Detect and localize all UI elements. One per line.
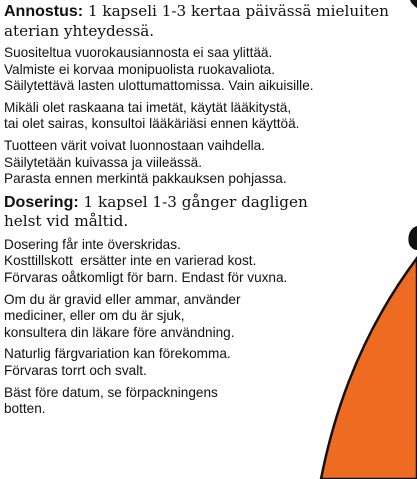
finnish-pregnancy-line: tai olet sairas, konsultoi lääkäriäsi ennen käyttöä. bbox=[4, 116, 300, 132]
swedish-best-before-note bbox=[4, 385, 416, 418]
finnish-dosage-text-1: 1 kapseli 1-3 kertaa päivässä mieluiten bbox=[87, 2, 389, 20]
swedish-pregnancy-line: mediciner, eller om du är sjuk, bbox=[4, 308, 185, 324]
finnish-warning-line: Suositeltua vuorokausiannosta ei saa ylittää. bbox=[4, 45, 273, 60]
finnish-storage-line: Parasta ennen merkintä pakkauksen pohjassa. bbox=[4, 171, 287, 187]
finnish-warning-line: Säilytettävä lasten ulottumattomissa. Vain aikuisille. bbox=[4, 78, 314, 94]
label-text bbox=[4, 2, 416, 418]
swedish-warning-line: Förvaras oåtkomligt för barn. Endast för vuxna. bbox=[4, 269, 288, 285]
swedish-section bbox=[4, 193, 416, 418]
finnish-section bbox=[4, 2, 416, 188]
finnish-dosage bbox=[4, 2, 416, 41]
swedish-dosage bbox=[4, 193, 416, 232]
finnish-pregnancy-note bbox=[4, 100, 416, 133]
finnish-dosage-label: Annostus: bbox=[4, 3, 84, 20]
swedish-dosage-text-2: helst vid måltid. bbox=[4, 212, 129, 231]
swedish-pregnancy-note bbox=[4, 292, 416, 342]
swedish-storage-line: Naturlig färgvariation kan förekomma. bbox=[4, 346, 231, 362]
swedish-storage-note bbox=[4, 346, 416, 379]
swedish-best-before-line: botten. bbox=[4, 401, 46, 417]
finnish-pregnancy-line: Mikäli olet raskaana tai imetät, käytät lääkitystä, bbox=[4, 99, 292, 115]
swedish-warning-line: Dosering får inte överskridas. bbox=[4, 236, 181, 252]
finnish-warnings bbox=[4, 45, 416, 95]
finnish-storage-line: Säilytetään kuivassa ja viileässä. bbox=[4, 154, 202, 170]
finnish-warning-line: Valmiste ei korvaa monipuolista ruokavaliota. bbox=[4, 61, 275, 77]
swedish-storage-line: Förvaras torrt och svalt. bbox=[4, 362, 147, 378]
swedish-warning-line: Kosttillskott ersätter inte en varierad kost. bbox=[4, 253, 257, 269]
swedish-warnings bbox=[4, 237, 416, 287]
swedish-dosage-label: Dosering: bbox=[4, 193, 79, 211]
swedish-pregnancy-line: Om du är gravid eller ammar, använder bbox=[4, 291, 241, 307]
swedish-dosage-text-1: 1 kapsel 1-3 gånger dagligen bbox=[83, 192, 308, 211]
finnish-storage-note bbox=[4, 138, 416, 188]
swedish-best-before-line: Bäst före datum, se förpackningens bbox=[4, 384, 218, 400]
finnish-storage-line: Tuotteen värit voivat luonnostaan vaihdella. bbox=[4, 137, 265, 153]
finnish-dosage-text-2: aterian yhteydessä. bbox=[4, 21, 155, 40]
swedish-pregnancy-line: konsultera din läkare före användning. bbox=[4, 324, 235, 340]
